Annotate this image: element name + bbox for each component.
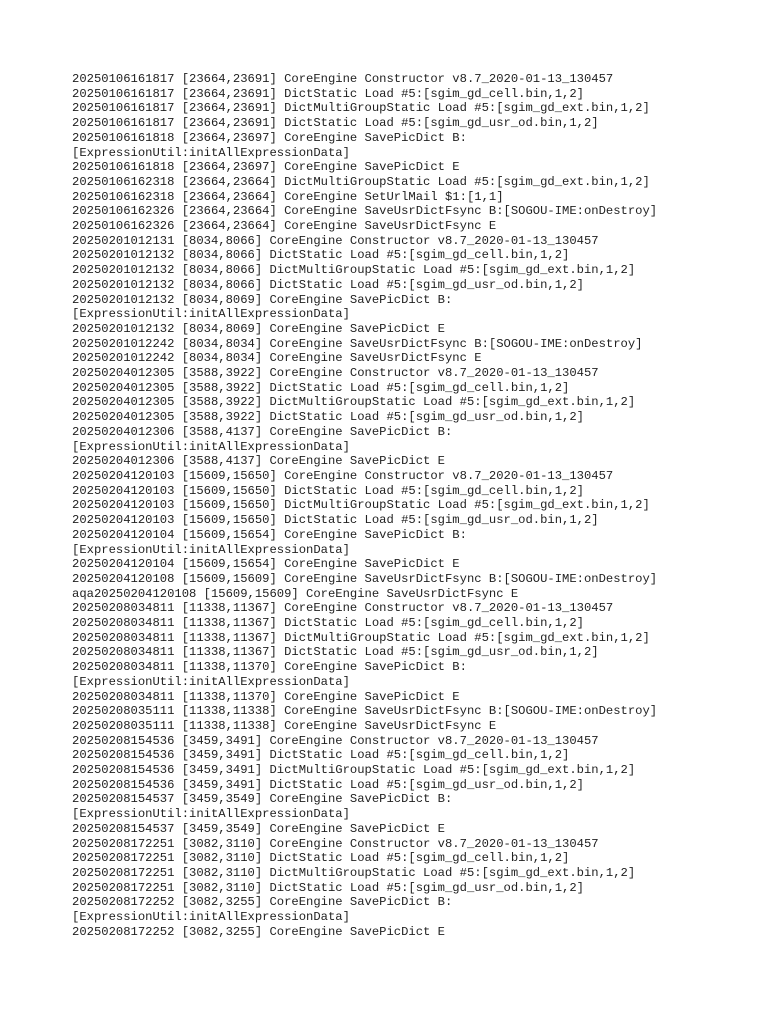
log-line: 20250106161818 [23664,23697] CoreEngine SavePicDict E	[72, 160, 460, 175]
log-line: 20250201012132 [8034,8069] CoreEngine SavePicDict B:	[72, 292, 453, 307]
log-text	[72, 72, 712, 939]
log-line: 20250208172251 [3082,3110] CoreEngine Constructor v8.7_2020-01-13_130457	[72, 836, 599, 851]
log-line: 20250204012305 [3588,3922] CoreEngine Constructor v8.7_2020-01-13_130457	[72, 366, 599, 381]
log-line: 20250204120103 [15609,15650] DictMultiGroupStatic Load #5:[sgim_gd_ext.bin,1,2]	[72, 498, 650, 513]
log-line: [ExpressionUtil:initAllExpressionData]	[72, 542, 350, 557]
log-line: 20250208172251 [3082,3110] DictStatic Load #5:[sgim_gd_cell.bin,1,2]	[72, 851, 570, 866]
log-line: 20250208035111 [11338,11338] CoreEngine SaveUsrDictFsync E	[72, 718, 497, 733]
log-line: 20250208034811 [11338,11367] DictStatic Load #5:[sgim_gd_usr_od.bin,1,2]	[72, 645, 599, 660]
log-line: 20250208154536 [3459,3491] CoreEngine Constructor v8.7_2020-01-13_130457	[72, 733, 599, 748]
log-line: 20250208154537 [3459,3549] CoreEngine SavePicDict B:	[72, 792, 453, 807]
log-line: 20250201012242 [8034,8034] CoreEngine SaveUsrDictFsync E	[72, 351, 482, 366]
log-line: 20250201012132 [8034,8066] DictMultiGroupStatic Load #5:[sgim_gd_ext.bin,1,2]	[72, 263, 636, 278]
log-line: [ExpressionUtil:initAllExpressionData]	[72, 307, 350, 322]
log-line: 20250208172252 [3082,3255] CoreEngine SavePicDict E	[72, 924, 445, 939]
log-line: 20250208034811 [11338,11367] DictMultiGroupStatic Load #5:[sgim_gd_ext.bin,1,2]	[72, 630, 650, 645]
log-line: 20250201012132 [8034,8069] CoreEngine SavePicDict E	[72, 321, 445, 336]
log-line: 20250204012305 [3588,3922] DictStatic Load #5:[sgim_gd_cell.bin,1,2]	[72, 380, 570, 395]
log-line: 20250204120108 [15609,15609] CoreEngine SaveUsrDictFsync B:[SOGOU-IME:onDestroy]	[72, 571, 658, 586]
log-line: 20250208172251 [3082,3110] DictStatic Load #5:[sgim_gd_usr_od.bin,1,2]	[72, 880, 584, 895]
log-line: 20250106161817 [23664,23691] CoreEngine Constructor v8.7_2020-01-13_130457	[72, 72, 614, 86]
log-line: 20250208035111 [11338,11338] CoreEngine SaveUsrDictFsync B:[SOGOU-IME:onDestroy]	[72, 704, 658, 719]
log-line: 20250106162326 [23664,23664] CoreEngine SaveUsrDictFsync B:[SOGOU-IME:onDestroy]	[72, 204, 658, 219]
log-line: 20250204120103 [15609,15650] DictStatic Load #5:[sgim_gd_usr_od.bin,1,2]	[72, 513, 599, 528]
log-line: 20250106162326 [23664,23664] CoreEngine SaveUsrDictFsync E	[72, 219, 497, 234]
log-line: 20250106162318 [23664,23664] DictMultiGroupStatic Load #5:[sgim_gd_ext.bin,1,2]	[72, 174, 650, 189]
log-line: 20250204012305 [3588,3922] DictStatic Load #5:[sgim_gd_usr_od.bin,1,2]	[72, 410, 584, 425]
log-line: 20250208172251 [3082,3110] DictMultiGroupStatic Load #5:[sgim_gd_ext.bin,1,2]	[72, 865, 636, 880]
log-line: 20250204120103 [15609,15650] CoreEngine Constructor v8.7_2020-01-13_130457	[72, 468, 614, 483]
log-line: 20250208154536 [3459,3491] DictStatic Load #5:[sgim_gd_cell.bin,1,2]	[72, 748, 570, 763]
log-line: 20250208034811 [11338,11370] CoreEngine SavePicDict B:	[72, 660, 467, 675]
log-line: 20250204012306 [3588,4137] CoreEngine SavePicDict E	[72, 454, 445, 469]
log-line: [ExpressionUtil:initAllExpressionData]	[72, 674, 350, 689]
log-line: 20250204120103 [15609,15650] DictStatic Load #5:[sgim_gd_cell.bin,1,2]	[72, 483, 584, 498]
log-line: 20250106161817 [23664,23691] DictMultiGroupStatic Load #5:[sgim_gd_ext.bin,1,2]	[72, 101, 650, 116]
log-line: 20250201012132 [8034,8066] DictStatic Load #5:[sgim_gd_cell.bin,1,2]	[72, 248, 570, 263]
log-line: [ExpressionUtil:initAllExpressionData]	[72, 439, 350, 454]
log-line: 20250106161817 [23664,23691] DictStatic Load #5:[sgim_gd_cell.bin,1,2]	[72, 86, 584, 101]
log-line: 20250201012131 [8034,8066] CoreEngine Constructor v8.7_2020-01-13_130457	[72, 233, 599, 248]
log-line: 20250204012306 [3588,4137] CoreEngine SavePicDict B:	[72, 424, 453, 439]
log-line: 20250106161818 [23664,23697] CoreEngine SavePicDict B:	[72, 130, 467, 145]
log-line: 20250208154536 [3459,3491] DictMultiGroupStatic Load #5:[sgim_gd_ext.bin,1,2]	[72, 763, 636, 778]
log-line: [ExpressionUtil:initAllExpressionData]	[72, 807, 350, 822]
log-line: 20250106162318 [23664,23664] CoreEngine SetUrlMail $1:[1,1]	[72, 189, 504, 204]
log-line: [ExpressionUtil:initAllExpressionData]	[72, 145, 350, 160]
log-line: 20250208172252 [3082,3255] CoreEngine SavePicDict B:	[72, 895, 453, 910]
log-line: 20250201012132 [8034,8066] DictStatic Load #5:[sgim_gd_usr_od.bin,1,2]	[72, 277, 584, 292]
log-line: aqa20250204120108 [15609,15609] CoreEngine SaveUsrDictFsync E	[72, 586, 519, 601]
log-line: 20250204012305 [3588,3922] DictMultiGroupStatic Load #5:[sgim_gd_ext.bin,1,2]	[72, 395, 636, 410]
log-line: 20250208034811 [11338,11370] CoreEngine SavePicDict E	[72, 689, 460, 704]
log-line: 20250201012242 [8034,8034] CoreEngine SaveUsrDictFsync B:[SOGOU-IME:onDestroy]	[72, 336, 643, 351]
log-line: 20250208154537 [3459,3549] CoreEngine SavePicDict E	[72, 821, 445, 836]
log-line: 20250208154536 [3459,3491] DictStatic Load #5:[sgim_gd_usr_od.bin,1,2]	[72, 777, 584, 792]
log-line: 20250204120104 [15609,15654] CoreEngine SavePicDict E	[72, 557, 460, 572]
log-document	[72, 72, 712, 939]
log-line: 20250204120104 [15609,15654] CoreEngine SavePicDict B:	[72, 527, 467, 542]
log-line: 20250208034811 [11338,11367] DictStatic Load #5:[sgim_gd_cell.bin,1,2]	[72, 616, 584, 631]
log-line: 20250106161817 [23664,23691] DictStatic Load #5:[sgim_gd_usr_od.bin,1,2]	[72, 116, 599, 131]
log-line: 20250208034811 [11338,11367] CoreEngine Constructor v8.7_2020-01-13_130457	[72, 601, 614, 616]
log-line: [ExpressionUtil:initAllExpressionData]	[72, 910, 350, 925]
